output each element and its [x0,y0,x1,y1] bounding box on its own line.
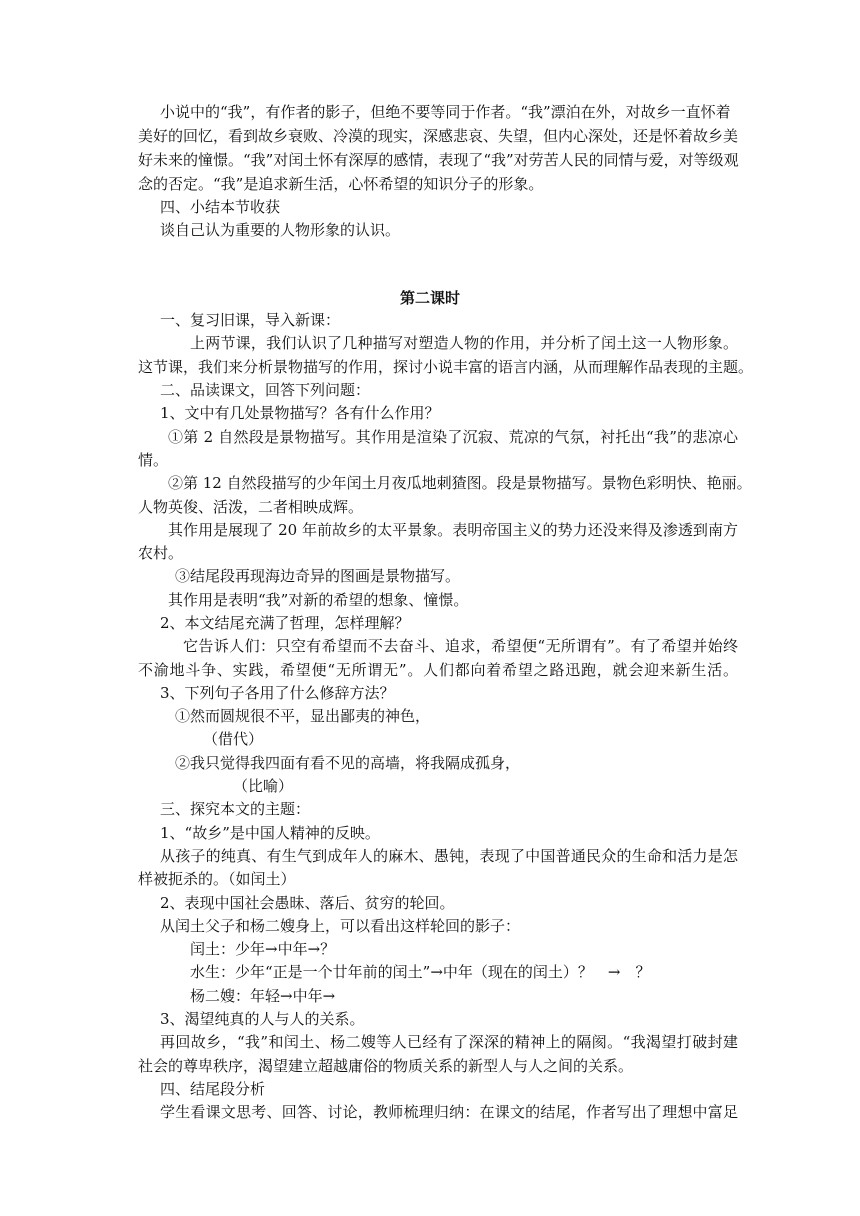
paragraph-line: 好未来的憧憬。“我”对闰土怀有深厚的感情，表现了“我”对劳苦人民的同情与爱，对等级观 [138,151,739,169]
paragraph-line: 上两节课，我们认识了几种描写对塑造人物的作用，并分析了闰土这一人物形象。 [190,334,738,352]
paragraph-line: 这节课，我们来分析景物描写的作用，探讨小说丰富的语言内涵，从而理解作品表现的主题。 [138,358,754,376]
paragraph-line: 小说中的“我”，有作者的影子，但绝不要等同于作者。“我”漂泊在外，对故乡一直怀着 [160,103,731,121]
section-heading: 四、结尾段分析 [160,1080,266,1098]
paragraph-line: 它告诉人们：只空有希望而不去奋斗、追求，希望便“无所谓有”。有了希望并始终 [183,637,738,655]
paragraph-line: 美好的回忆，看到故乡衰败、冷漠的现实，深感悲哀、失望，但内心深处，还是怀着故乡美 [138,127,739,145]
paragraph-line: ②我只觉得我四面有看不见的高墙，将我隔成孤身， [175,754,521,772]
lesson-title: 第二课时 [399,289,460,307]
cycle-line: 闰土：少年→中年→？ [190,940,336,958]
section-heading: 四、小结本节收获 [160,198,281,216]
paragraph-line: 谈自己认为重要的人物形象的认识。 [160,221,401,239]
paragraph-line: 社会的尊卑秩序，渴望建立超越庸俗的物质关系的新型人与人之间的关系。 [138,1057,634,1075]
paragraph-line: 念的否定。“我”是追求新生活，心怀希望的知识分子的形象。 [138,175,544,193]
paragraph-line: 其作用是表明“我”对新的希望的想象、憧憬。 [168,591,469,609]
cycle-line: 水生：少年“正是一个廿年前的闰土”→中年（现在的闰土）？ → ？ [190,963,651,981]
paragraph-line: 不渝地斗争、实践，希望便“无所谓无”。人们都向着希望之路迅跑，就会迎来新生活。 [138,661,738,679]
paragraph-line: 从孩子的纯真、有生气到成年人的麻木、愚钝，表现了中国普通民众的生命和活力是怎 [160,847,738,865]
paragraph-line: 情。 [138,451,169,469]
question-line: 2、表现中国社会愚昧、落后、贫穷的轮回。 [160,894,455,912]
question-line: 1、文中有几处景物描写？各有什么作用？ [160,404,440,422]
section-heading: 三、探究本文的主题： [160,800,311,818]
paragraph-line: ③结尾段再现海边奇异的图画是景物描写。 [175,567,461,585]
section-heading: 二、品读课文，回答下列问题： [160,381,371,399]
cycle-line: 杨二嫂：年轻→中年→ [190,987,336,1005]
question-line: 1、“故乡”是中国人精神的反映。 [160,824,380,842]
section-heading: 一、复习旧课，导入新课： [160,311,341,329]
paragraph-line: 其作用是展现了 20 年前故乡的太平景象。表明帝国主义的势力还没来得及渗透到南方 [168,521,738,539]
paragraph-line: 学生看课文思考、回答、讨论，教师梳理归纳：在课文的结尾，作者写出了理想中富足 [160,1103,738,1121]
question-line: 2、本文结尾充满了哲理，怎样理解？ [160,614,410,632]
paragraph-line: ①然而圆规很不平，显出鄙夷的神色， [175,707,431,725]
paragraph-line: 从闰土父子和杨二嫂身上，可以看出这样轮回的影子： [160,917,521,935]
paragraph-line: 再回故乡，“我”和闰土、杨二嫂等人已经有了深深的精神上的隔阂。“我渴望打破封建 [160,1033,738,1051]
paragraph-line: 农村。 [138,544,184,562]
answer-line: （借代） [203,730,264,748]
paragraph-line: 样被扼杀的。（如闰土） [138,870,296,888]
paragraph-line: ①第 2 自然段是景物描写。其作用是渲染了沉寂、荒凉的气氛，衬托出“我”的悲凉心 [168,428,738,446]
paragraph-line: ②第 12 自然段描写的少年闰土月夜瓜地刺猹图。段是景物描写。景物色彩明快、艳丽。 [168,474,752,492]
question-line: 3、下列句子各用了什么修辞方法？ [160,684,395,702]
paragraph-line: 人物英俊、活泼，二者相映成辉。 [138,498,364,516]
question-line: 3、渴望纯真的人与人的关系。 [160,1010,365,1028]
answer-line: （比喻） [233,777,294,795]
